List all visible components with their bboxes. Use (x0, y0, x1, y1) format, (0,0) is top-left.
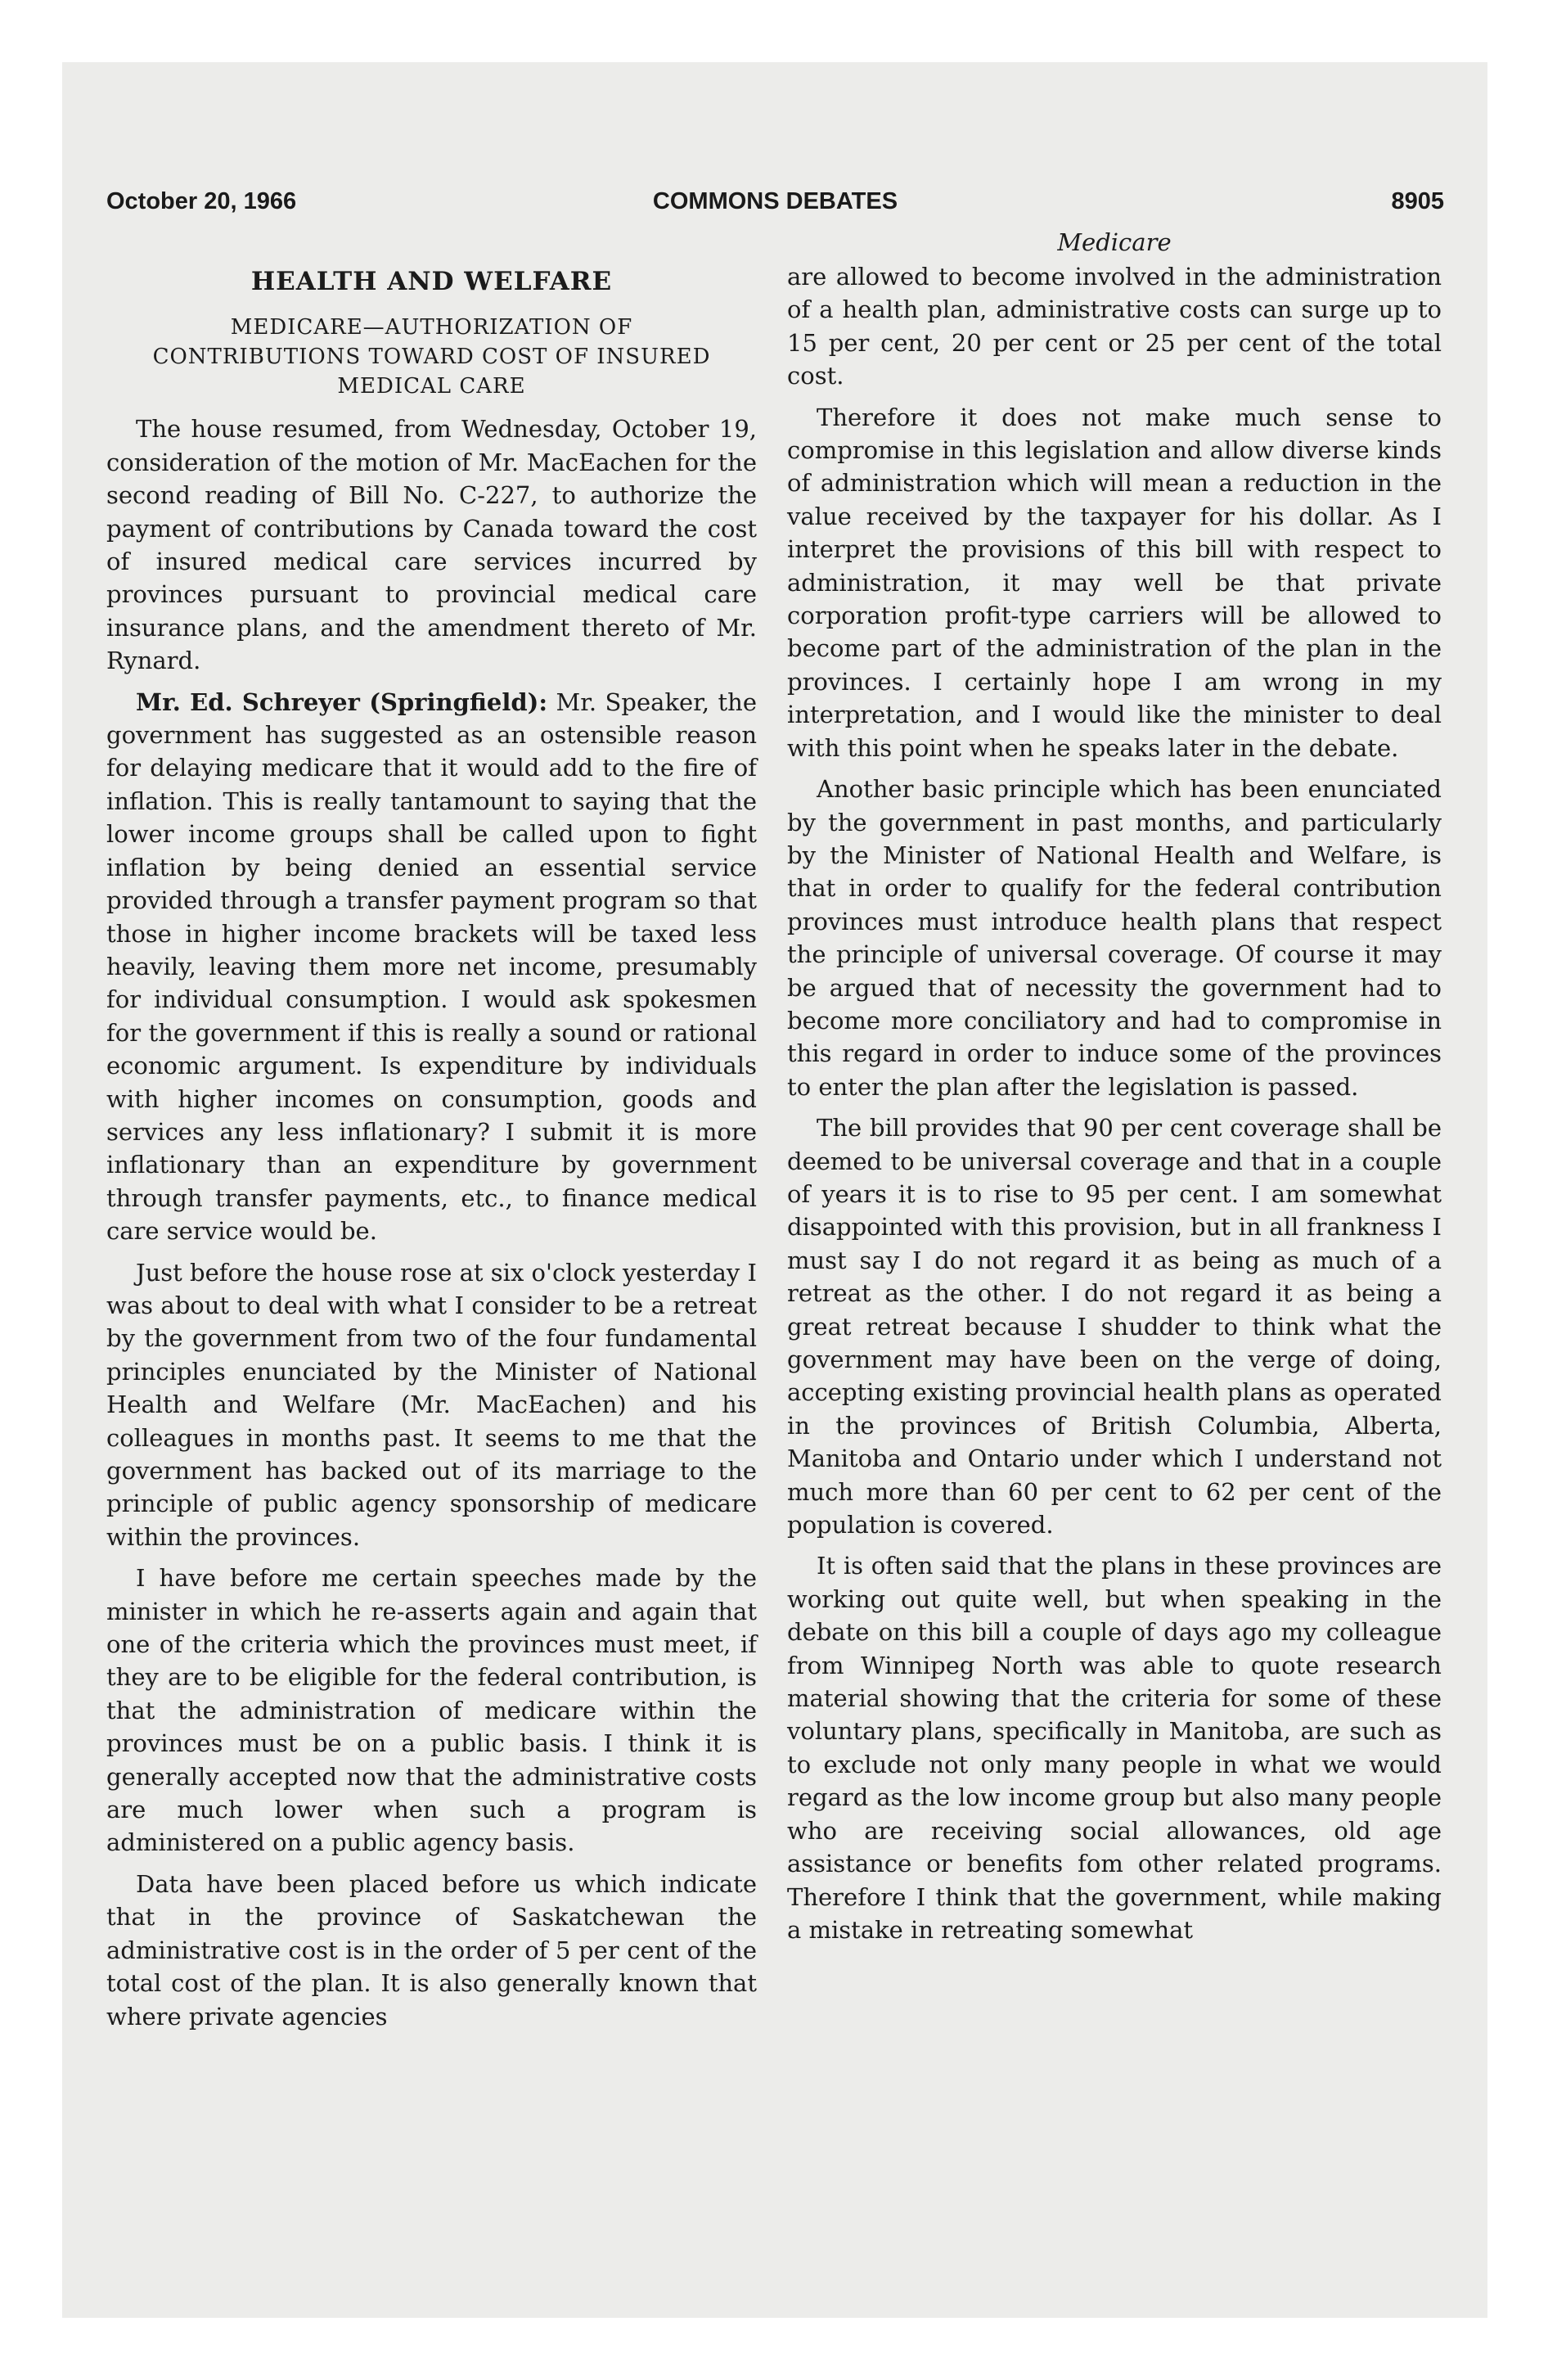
section-title: HEALTH AND WELFARE (250, 267, 613, 296)
paragraph: Therefore it does not make much sense to compromise in this legislation and allow diverse kinds of administration which will mean a reduction in the value received by the taxpayer for his dollar. As I interpret the provisions of this bill with respect to administration, it may well be that private corporation profit-type carriers will be allowed to become part of the administration of the plan in the provinces. I certainly hope I am wrong in my interpretation, and I would like the minister to deal with this point when he speaks later in the debate. (787, 403, 1442, 762)
speech-text: Mr. Speaker, the government has suggested as an ostensible reason for delaying medicare that it would add to the fire of inflation. This is really tantamount to saying that the lower income groups shall be called upon to fight inflation by being denied an essential service provided through a transfer payment program so that those in higher income brackets will be taxed less heavily, leaving them more net income, presumably for individual consumption. I would ask spokesmen for the government if this is really a sound or rational economic argument. Is expenditure by individuals with higher incomes on consumption, goods and services any less inflationary? I submit it is more inflationary than an expenditure by government through transfer payments, etc., to finance medical care service would be. (106, 687, 757, 1246)
paragraph: Just before the house rose at six o'clock yesterday I was about to deal with what I consider to be a retreat by the government from two of the four fundamental principles enunciated by the Minister of National Health and Welfare (Mr. MacEachen) and his colleagues in months past. It seems to me that the government has backed out of its marriage to the principle of public agency sponsorship of medicare within the provinces. (106, 1258, 757, 1551)
header-date: October 20, 1966 (106, 188, 297, 214)
header-title: COMMONS DEBATES (652, 188, 898, 214)
paragraph: Data have been placed before us which indicate that in the province of Saskatchewan the administrative cost is in the order of 5 per cent of the total cost of the plan. It is also generally known that where private agencies (106, 1869, 757, 2031)
paragraph: The house resumed, from Wednesday, October 19, consideration of the motion of Mr. MacEachen for the second reading of Bill No. C-227, to authorize the payment of contributions by Canada toward the cost of insured medical care services incurred by provinces pursuant to provincial medical care insurance plans, and the amendment thereto of Mr. Rynard. (106, 415, 757, 675)
paragraph: The bill provides that 90 per cent coverage shall be deemed to be universal coverage and that in a couple of years it is to rise to 95 per cent. I am somewhat disappointed with this provision, but in all frankness I must say I do not regard it as being as much of a retreat as the other. I do not regard it as being a great retreat because I shudder to think what the government may have been on the verge of doing, accepting existing provincial health plans as operated in the provinces of British Columbia, Alberta, Manitoba and Ontario under which I understand not much more than 60 per cent to 62 per cent of the population is covered. (787, 1114, 1442, 1539)
paragraph: I have before me certain speeches made by the minister in which he re-asserts again and again that one of the criteria which the provinces must meet, if they are to be eligible for the federal contribution, is that the administration of medicare within the provinces must be on a public basis. I think it is generally accepted now that the administrative costs are much lower when such a program is administered on a public agency basis. (106, 1564, 757, 1857)
paragraph: Another basic principle which has been enunciated by the government in past months, and particularly by the Minister of National Health and Welfare, is that in order to qualify for the federal contribution provinces must introduce health plans that respect the principle of universal coverage. Of course it may be argued that of necessity the government had to become more conciliatory and had to compromise in this regard in order to induce some of the provinces to enter the plan after the legislation is passed. (787, 775, 1442, 1101)
running-head (106, 188, 1444, 221)
section-subtitle: MEDICARE—AUTHORIZATION OF CONTRIBUTIONS TOWARD COST OF INSURED MEDICAL CARE (152, 315, 711, 399)
speaker-name: Mr. Ed. Schreyer (Springfield): (136, 687, 548, 716)
left-column (106, 228, 757, 2041)
paragraph: It is often said that the plans in these provinces are working out quite well, but when speaking in the debate on this bill a couple of days ago my colleague from Winnipeg North was able to quote research material showing that the criteria for some of these voluntary plans, specifically in Manitoba, are such as to exclude not only many people in what we would regard as the low income group but also many people who are receiving social allowances, old age assistance or benefits fom other related programs. Therefore I think that the government, while making a mistake in retreating somewhat (787, 1552, 1442, 1944)
paragraph: are allowed to become involved in the administration of a health plan, administrative costs can surge up to 15 per cent, 20 per cent or 25 per cent of the total cost. (787, 263, 1442, 390)
page-number: 8905 (1391, 188, 1444, 214)
column-topic-head: Medicare (1057, 228, 1172, 256)
paragraph (106, 686, 757, 1248)
right-column (787, 228, 1442, 1954)
